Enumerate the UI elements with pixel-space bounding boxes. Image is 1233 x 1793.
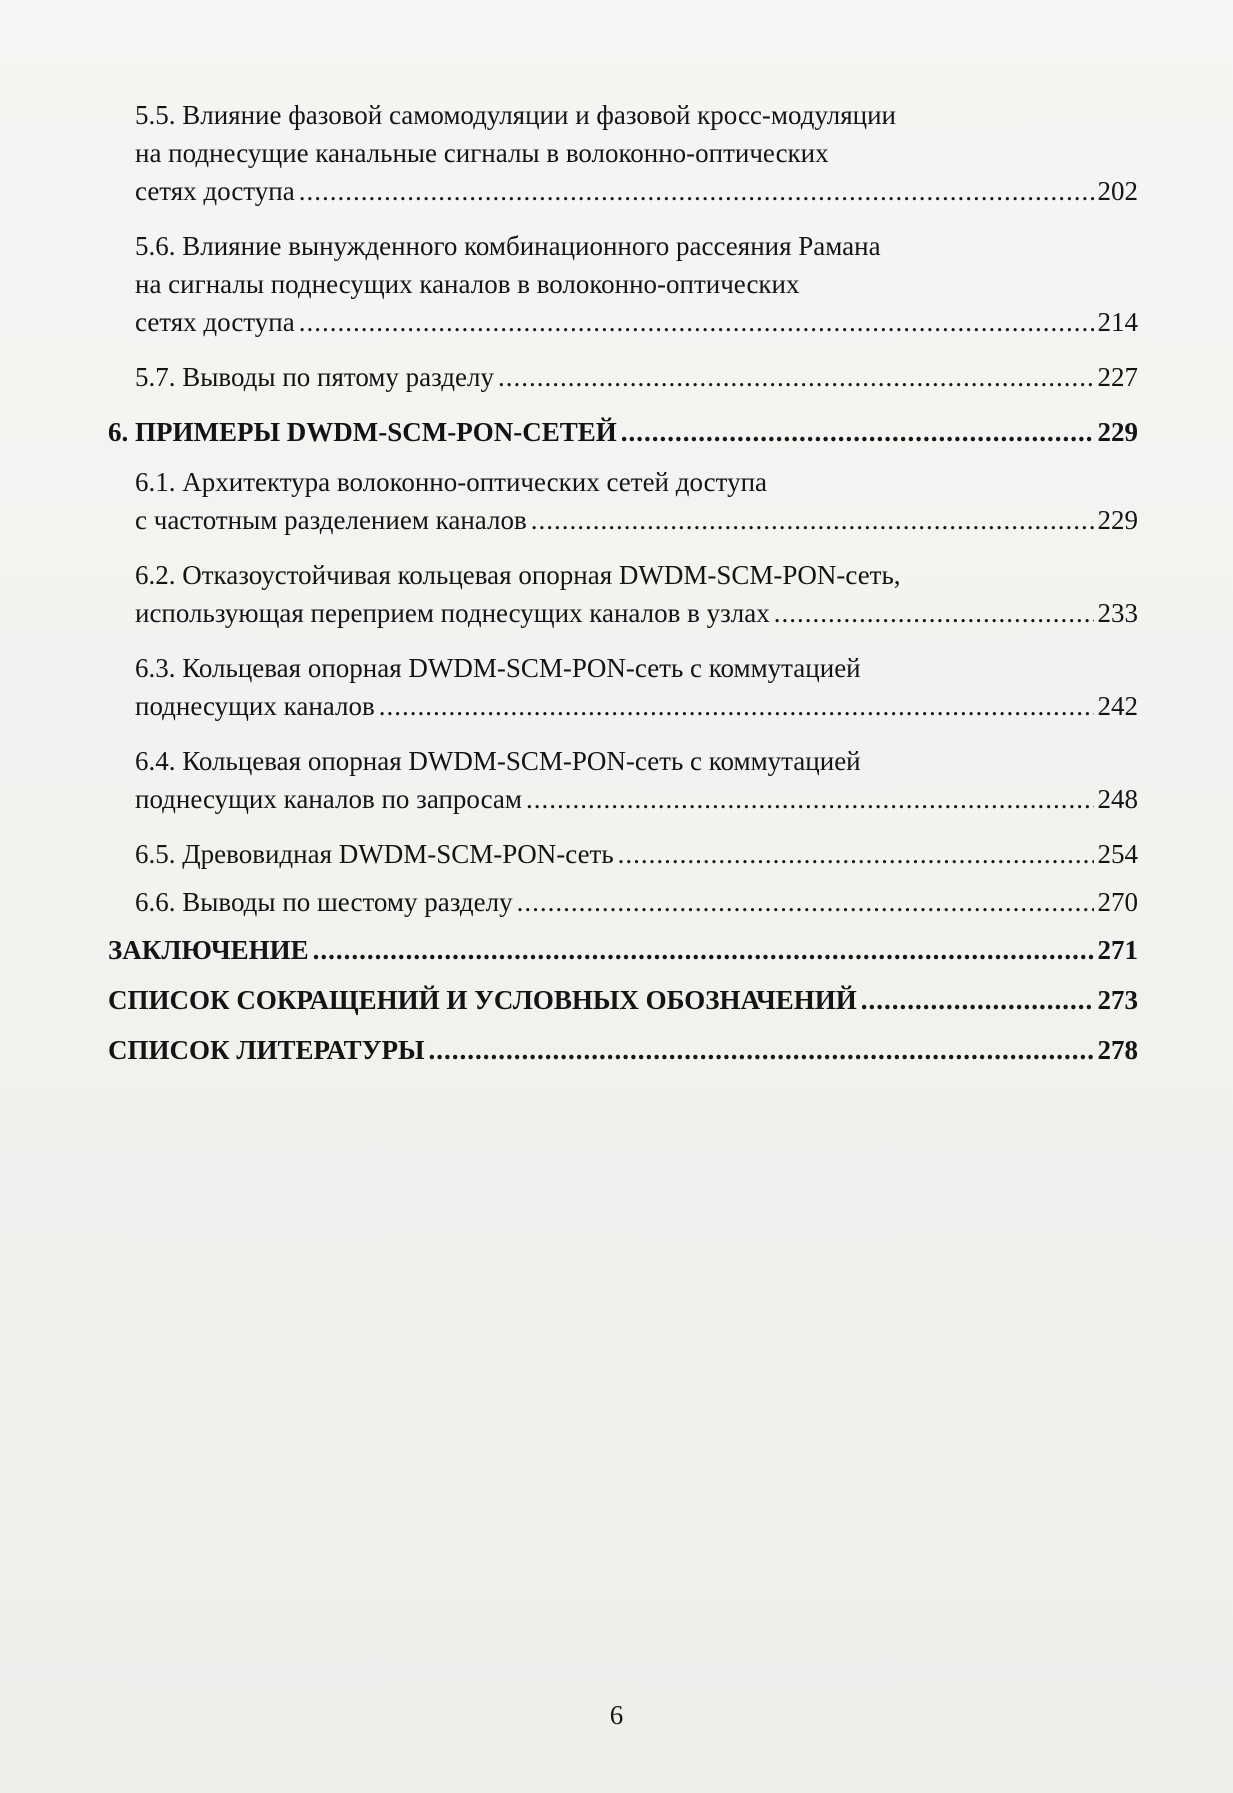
toc-entry-last-line: [108, 931, 1138, 969]
toc-page-number: 270: [1097, 887, 1138, 917]
toc-entry-title: сетях доступа: [135, 176, 295, 206]
toc-entry-title: ЗАКЛЮЧЕНИЕ: [108, 935, 309, 965]
toc-page-number: 242: [1097, 691, 1138, 721]
toc-entry-title: 6.5. Древовидная DWDM-SCM-PON-сеть: [135, 839, 614, 869]
toc-page-number: 229: [1097, 417, 1138, 447]
toc-entry-title: с частотным разделением каналов: [135, 505, 527, 535]
toc-page-number: 202: [1097, 176, 1138, 206]
toc-entry-title-line: на сигналы поднесущих каналов в волоконно-оптических: [135, 269, 800, 299]
toc-leader-dots: [428, 1031, 1093, 1069]
toc-page-number: 271: [1097, 935, 1138, 965]
toc-entry-title: сетях доступа: [135, 307, 295, 337]
toc-page-number: 233: [1097, 598, 1138, 628]
toc-entry: [108, 835, 1138, 873]
toc-entry-title-line: 5.5. Влияние фазовой самомодуляции и фазовой кросс-модуляции: [135, 100, 896, 130]
toc-entry-title-line: 6.1. Архитектура волоконно-оптических сетей доступа: [135, 467, 768, 497]
toc-entry-title: СПИСОК ЛИТЕРАТУРЫ: [108, 1035, 425, 1065]
toc-entry: [108, 463, 1138, 539]
toc-entry: [108, 981, 1138, 1019]
toc-leader-dots: [531, 501, 1094, 539]
toc-entry-title-line: 6.3. Кольцевая опорная DWDM-SCM-PON-сеть с коммутацией: [135, 653, 861, 683]
toc-entry-last-line: [108, 981, 1138, 1019]
toc-entry: [108, 742, 1138, 818]
toc-page-number: 227: [1097, 362, 1138, 392]
toc-entry-title: поднесущих каналов: [135, 691, 375, 721]
toc-entry: [108, 413, 1138, 451]
toc-entry-last-line: [108, 780, 1138, 818]
toc-entry: [108, 358, 1138, 396]
toc-entry-title-line: 6.4. Кольцевая опорная DWDM-SCM-PON-сеть с коммутацией: [135, 746, 861, 776]
toc-entry-last-line: [108, 687, 1138, 725]
toc-entry-last-line: [108, 835, 1138, 873]
toc-leader-dots: [621, 413, 1094, 451]
toc-entry-title: СПИСОК СОКРАЩЕНИЙ И УСЛОВНЫХ ОБОЗНАЧЕНИЙ: [108, 985, 857, 1015]
toc-leader-dots: [299, 172, 1094, 210]
toc-entry-last-line: [108, 358, 1138, 396]
toc-page-number: 248: [1097, 784, 1138, 814]
toc-entry: [108, 227, 1138, 341]
toc-entry-last-line: [108, 501, 1138, 539]
page-number: 6: [609, 1700, 624, 1730]
toc-entry-title: 6.6. Выводы по шестому разделу: [135, 887, 513, 917]
toc-entry-last-line: [108, 883, 1138, 921]
toc-entry: [108, 883, 1138, 921]
toc-entry: [108, 931, 1138, 969]
toc-entry: [108, 96, 1138, 210]
toc-entry: [108, 556, 1138, 632]
toc-entry-last-line: [108, 594, 1138, 632]
toc-entry-last-line: [108, 413, 1138, 451]
toc-leader-dots: [618, 835, 1094, 873]
toc-entry-title: поднесущих каналов по запросам: [135, 784, 522, 814]
toc-leader-dots: [526, 780, 1094, 818]
toc-leader-dots: [498, 358, 1093, 396]
toc-entry-title: использующая переприем поднесущих каналов в узлах: [135, 598, 770, 628]
toc-entry-title: 5.7. Выводы по пятому разделу: [135, 362, 495, 392]
toc-entry: [108, 1031, 1138, 1069]
toc-page-number: 214: [1097, 307, 1138, 337]
toc-entry-title-line: 6.2. Отказоустойчивая кольцевая опорная DWDM-SCM-PON-сеть,: [135, 560, 901, 590]
toc-leader-dots: [379, 687, 1094, 725]
toc-leader-dots: [313, 931, 1094, 969]
toc-page-number: 278: [1097, 1035, 1138, 1065]
toc-page-number: 229: [1097, 505, 1138, 535]
toc-leader-dots: [517, 883, 1094, 921]
toc-leader-dots: [861, 981, 1094, 1019]
toc-entry: [108, 649, 1138, 725]
toc-page-number: 254: [1097, 839, 1138, 869]
toc-entry-last-line: [108, 1031, 1138, 1069]
toc-entry-last-line: [108, 303, 1138, 341]
toc-leader-dots: [774, 594, 1094, 632]
toc-entry-title: 6. ПРИМЕРЫ DWDM-SCM-PON-СЕТЕЙ: [108, 417, 617, 447]
toc-entry-title-line: на поднесущие канальные сигналы в волоконно-оптических: [135, 138, 829, 168]
toc-entry-title-line: 5.6. Влияние вынужденного комбинационного рассеяния Рамана: [135, 231, 881, 261]
toc-leader-dots: [299, 303, 1094, 341]
toc-page-number: 273: [1097, 985, 1138, 1015]
table-of-contents: [108, 96, 1138, 1069]
toc-entry-last-line: [108, 172, 1138, 210]
